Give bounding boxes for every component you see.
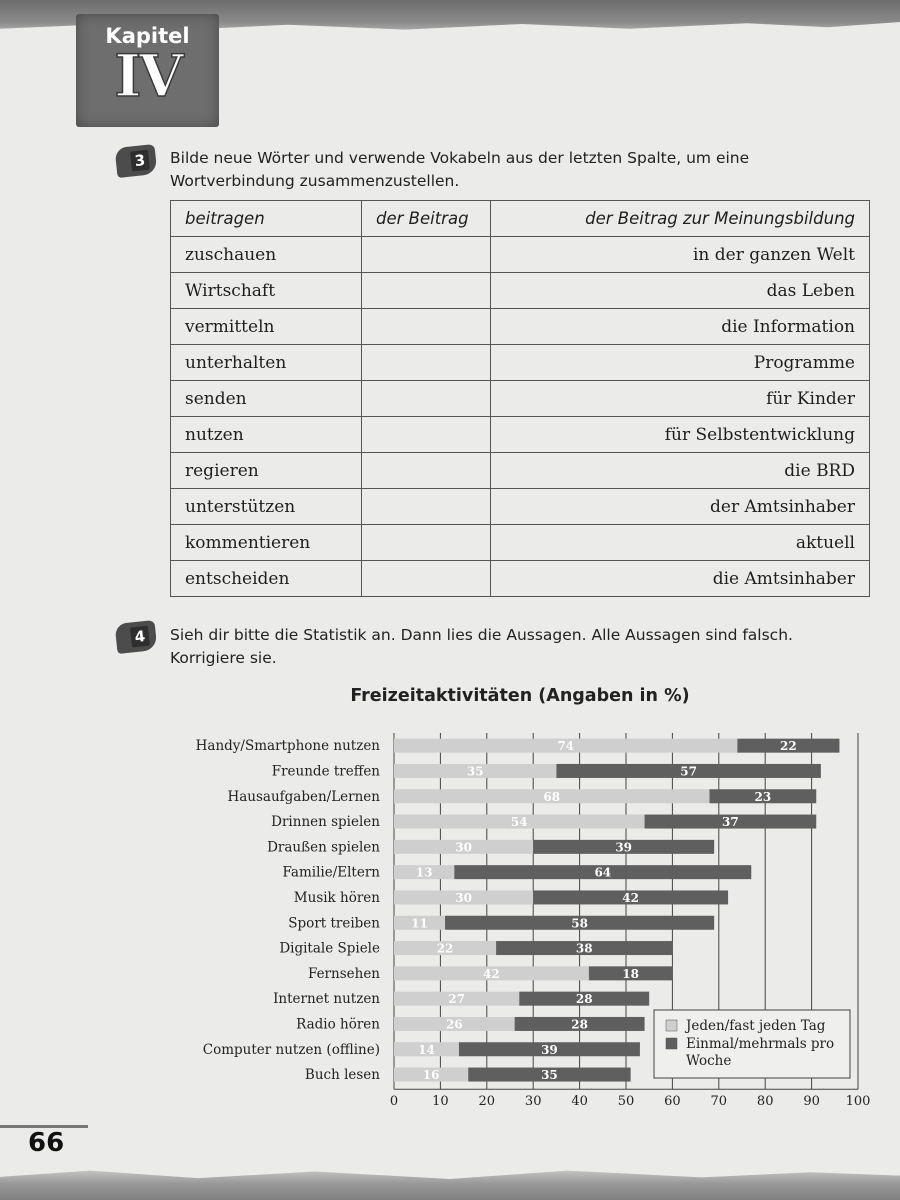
bar-daily-value: 13 [415,865,433,880]
table-cell-col-1: vermitteln [171,309,362,345]
chart-title: Freizeitaktivitäten (Angaben in %) [350,686,690,706]
category-label: Computer nutzen (offline) [202,1041,380,1058]
bar-weekly-value: 42 [622,890,639,905]
chart-x-ticks [390,1094,871,1109]
bar-weekly-value: 22 [780,739,797,754]
bar-daily-value: 42 [483,966,500,981]
table-cell-col-1: nutzen [171,417,362,453]
bar-weekly-value: 64 [594,865,612,880]
x-tick-label: 100 [845,1094,871,1110]
table-cell-col-3: die Amtsinhaber [491,561,870,597]
category-label: Familie/Eltern [282,864,380,881]
x-tick-label: 60 [664,1094,681,1110]
table-cell-col-3: die BRD [491,453,870,489]
bar-weekly-value: 57 [680,764,697,779]
header-col-1: beitragen [171,201,362,237]
category-label: Hausaufgaben/Lernen [227,788,380,805]
bar-daily-value: 26 [445,1017,463,1032]
legend-label: Jeden/fast jeden Tag [686,1018,826,1034]
category-label: Internet nutzen [273,991,380,1008]
bar-daily-value: 35 [466,764,484,779]
chapter-number: IV [114,42,181,110]
table-cell-col-3: das Leben [491,273,870,309]
bar-weekly-value: 18 [622,966,639,981]
bar-weekly-value: 38 [575,941,593,956]
table-cell-col-1: regieren [171,453,362,489]
bar-weekly-value: 35 [541,1068,558,1083]
table-cell-col-3: aktuell [491,525,870,561]
bar-weekly-value: 23 [754,789,772,804]
x-tick-label: 20 [478,1094,496,1110]
category-label: Drinnen spielen [271,814,380,831]
category-label: Draußen spielen [267,839,380,856]
bar-weekly-value: 58 [571,916,588,931]
table-cell-col-1: Wirtschaft [171,273,362,309]
chapter-word: Kapitel [105,24,190,48]
bar-daily-value: 30 [455,890,472,905]
bar-daily-value: 54 [510,815,528,830]
task-4-number: 4 [130,626,150,648]
legend-swatch [666,1038,677,1049]
table-cell-col-3: die Information [491,309,870,345]
category-label: Handy/Smartphone nutzen [195,738,380,755]
bar-daily-value: 74 [557,739,575,754]
chart-category-labels [196,738,381,1083]
table-cell-col-1: senden [171,381,362,417]
chart-legend [654,1010,850,1078]
x-tick-label: 90 [803,1094,820,1110]
bar-daily-value: 16 [422,1068,440,1083]
bar-daily-value: 22 [436,941,454,956]
bar-daily-value: 14 [418,1042,435,1057]
bar-daily-value: 27 [448,992,465,1007]
category-label: Radio hören [296,1016,380,1033]
table-cell-col-1: unterhalten [171,345,362,381]
x-tick-label: 10 [432,1094,449,1110]
page-number: 66 [28,1128,65,1158]
bar-weekly-value: 39 [615,840,633,855]
x-tick-label: 70 [710,1094,728,1110]
task-4-instruction: Sieh dir bitte die Statistik an. Dann lies die Aussagen. Alle Aussagen sind falsch. Korrigiere sie. [170,626,793,667]
table-cell-col-1: entscheiden [171,561,362,597]
header-col-3: der Beitrag zur Meinungsbildung [491,201,870,237]
table-cell-col-1: zuschauen [171,237,362,273]
header-col-2: der Beitrag [362,201,491,237]
category-label: Freunde treffen [271,763,380,780]
table-cell-col-1: kommentieren [171,525,362,561]
category-label: Musik hören [293,889,380,906]
category-label: Fernsehen [307,965,380,982]
table-cell-col-3: für Selbstentwicklung [491,417,870,453]
table-cell-col-3: in der ganzen Welt [491,237,870,273]
bar-weekly-value: 39 [541,1042,558,1057]
category-label: Digitale Spiele [279,940,380,957]
bar-weekly-value: 28 [575,992,593,1007]
x-tick-label: 30 [524,1094,542,1110]
category-label: Buch lesen [304,1067,380,1084]
x-tick-label: 50 [617,1094,635,1110]
bar-weekly-value: 37 [722,815,739,830]
category-label: Sport treiben [288,915,380,932]
bar-weekly-value: 28 [571,1017,588,1032]
table-cell-col-3: Programme [491,345,870,381]
bar-daily-value: 11 [411,916,428,931]
x-tick-label: 0 [389,1094,399,1110]
legend-swatch [666,1020,677,1031]
x-tick-label: 80 [756,1094,774,1110]
task-3-instruction: Bilde neue Wörter und verwende Vokabeln aus der letzten Spalte, um eine Wortverbindung zusammenzustellen. [170,149,750,190]
table-cell-col-3: der Amtsinhaber [491,489,870,525]
legend-label: Woche [686,1053,732,1069]
table-cell-col-3: für Kinder [491,381,870,417]
legend-label: Einmal/mehrmals pro [686,1036,835,1052]
task-3-number: 3 [130,150,150,172]
bar-daily-value: 30 [455,840,472,855]
bar-daily-value: 68 [543,789,561,804]
x-tick-label: 40 [571,1094,588,1110]
table-cell-col-1: unterstützen [171,489,362,525]
